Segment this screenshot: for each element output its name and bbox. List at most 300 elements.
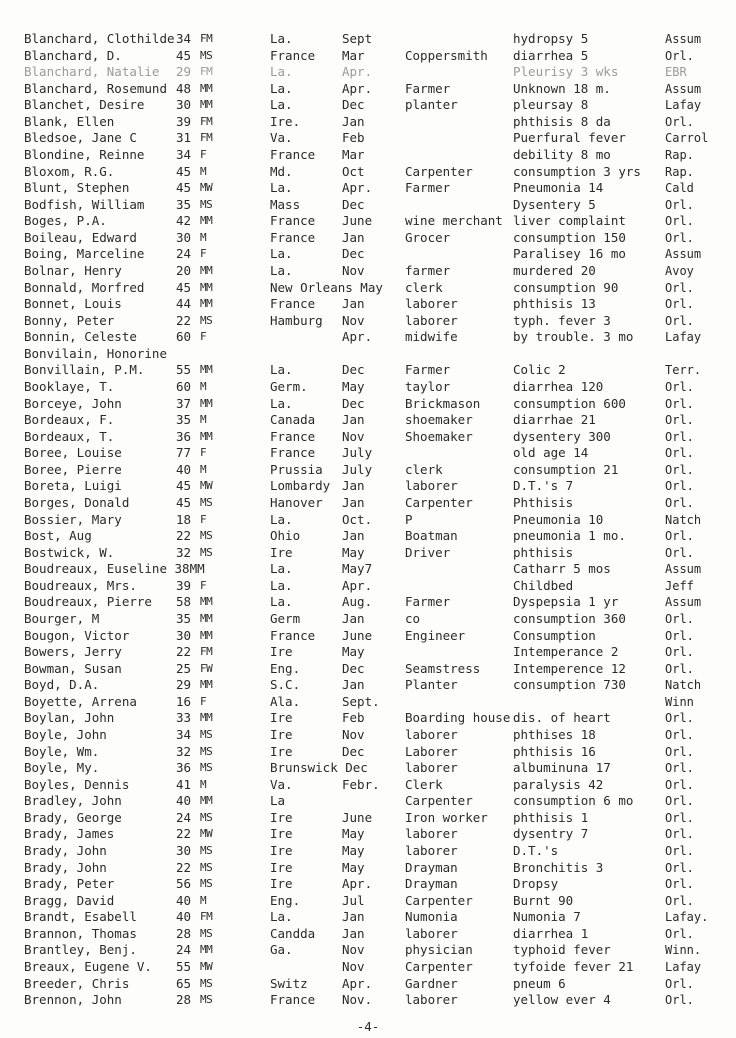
entry-age: 34 [176, 147, 192, 162]
entry-cause: phthisis 16 [513, 743, 596, 759]
record-row [0, 329, 736, 346]
entry-birthplace: La. [270, 561, 293, 577]
entry-age: 45 [176, 163, 192, 179]
entry-status: MW [200, 479, 213, 493]
entry-status: MM [200, 363, 213, 377]
entry-name: Bonnald, Morfred [24, 279, 145, 295]
entry-birthplace: La. [270, 64, 293, 80]
entry-cause: Phthisis [513, 495, 574, 510]
record-row [0, 611, 736, 628]
record-row [0, 147, 736, 164]
entry-occupation: laborer [405, 726, 458, 742]
entry-birthplace: La. [270, 31, 293, 46]
entry-parish: Avoy [665, 264, 694, 278]
entry-name: Bowman, Susan [24, 660, 122, 676]
entry-occupation: Carpenter [405, 495, 473, 510]
entry-month: Dec [342, 196, 365, 212]
entry-age: 58 [176, 594, 192, 610]
entry-age: 31 [176, 130, 192, 146]
entry-month: Jan [342, 528, 365, 544]
entry-name: Bonvilain, Honorine [24, 345, 167, 361]
entry-age: 28 [176, 992, 192, 1008]
entry-month: Apr. [342, 80, 373, 96]
entry-month: Jul [342, 892, 365, 908]
entry-birthplace: France [270, 296, 316, 312]
record-row [0, 197, 736, 214]
entry-month: June [342, 809, 373, 825]
record-row [0, 893, 736, 910]
entry-occupation: laborer [405, 312, 458, 328]
entry-parish: Orl. [665, 297, 694, 312]
record-row [0, 512, 736, 529]
entry-parish: Natch [665, 678, 702, 693]
entry-month: July [342, 445, 373, 461]
entry-status: MM [200, 396, 213, 410]
entry-parish: Orl. [665, 761, 694, 776]
entry-month: Dec [342, 246, 365, 262]
entry-birthplace: Ga. [270, 942, 293, 958]
entry-parish: Orl. [665, 479, 694, 494]
entry-status: MM [200, 711, 213, 725]
entry-cause: Pneumonia 10 [513, 511, 604, 527]
entry-cause: Dysentery 5 [513, 196, 596, 212]
entry-status: MS [200, 860, 213, 874]
entry-month: Dec [342, 97, 365, 113]
entry-occupation: P [405, 511, 413, 527]
entry-cause: tyfoide fever 21 [513, 958, 634, 974]
entry-month: Feb [342, 710, 365, 726]
entry-birthplace: La. [270, 362, 293, 378]
entry-age: 42 [176, 213, 192, 229]
entry-age: 48 [176, 80, 192, 96]
entry-cause: pleursay 8 [513, 97, 589, 113]
entry-age: 20 [176, 263, 192, 278]
entry-birthplace: La. [270, 395, 293, 411]
entry-name: Boyles, Dennis [24, 776, 130, 792]
record-row [0, 727, 736, 744]
entry-name: Bordeaux, T. [24, 428, 115, 444]
entry-status: MM [200, 264, 213, 277]
entry-month: Sept [342, 31, 373, 46]
entry-parish: Orl. [665, 794, 694, 809]
entry-month: May [342, 544, 365, 560]
record-row [0, 429, 736, 446]
entry-month: June [342, 213, 373, 229]
record-row [0, 280, 736, 297]
entry-parish: Jeff [665, 578, 694, 593]
entry-status: FM [200, 910, 213, 924]
entry-birthplace: France [270, 627, 316, 643]
entry-occupation: Seamstress [405, 660, 481, 676]
entry-birthplace: Hanover [270, 495, 323, 510]
entry-birthplace: Eng. [270, 892, 301, 908]
entry-cause: typhoid fever [513, 942, 611, 958]
entry-month: Febr. [342, 776, 380, 792]
entry-age: 40 [176, 909, 192, 925]
entry-month: Dec [342, 660, 365, 676]
entry-parish: EBR [665, 65, 687, 80]
entry-status: MS [200, 810, 213, 824]
entry-occupation: laborer [405, 760, 458, 776]
entry-cause: liver complaint [513, 213, 626, 229]
entry-parish: Orl. [665, 496, 694, 510]
entry-parish: Lafay [665, 959, 702, 974]
entry-month: Nov [342, 726, 365, 742]
entry-occupation: clerk [405, 279, 443, 295]
entry-name: Bolnar, Henry [24, 263, 122, 278]
record-row [0, 710, 736, 727]
record-row [0, 744, 736, 761]
entry-parish: Orl. [665, 396, 694, 411]
entry-cause: Dropsy [513, 876, 559, 892]
entry-name: Blank, Ellen [24, 113, 115, 129]
entry-name: Bragg, David [24, 892, 115, 908]
entry-month: Nov [342, 958, 365, 974]
entry-status: MM [200, 280, 213, 294]
entry-month: Dec [342, 743, 365, 759]
entry-name: Boileau, Edward [24, 229, 137, 245]
entry-name: Borceye, John [24, 395, 122, 411]
entry-status: FM [200, 114, 213, 128]
entry-cause: D.T.'s [513, 842, 559, 858]
entry-month: Jan [342, 113, 365, 129]
entry-parish: Carrol [665, 131, 709, 146]
entry-cause: D.T.'s 7 [513, 478, 574, 494]
entry-cause: Numonia 7 [513, 909, 581, 925]
entry-age: 22 [176, 528, 192, 544]
entry-occupation: physician [405, 942, 473, 958]
entry-status: M [200, 777, 207, 791]
entry-parish: Orl. [665, 843, 694, 858]
entry-status: MS [200, 761, 213, 775]
entry-birthplace: Candda [270, 925, 316, 941]
entry-month: Nov. [342, 992, 373, 1008]
entry-age: 32 [176, 743, 192, 759]
entry-parish: Orl. [665, 661, 694, 676]
entry-age: 24 [176, 246, 192, 262]
entry-status: MS [200, 843, 213, 857]
entry-month: May [342, 644, 365, 660]
entry-age: 45 [176, 279, 192, 295]
entry-birthplace: S.C. [270, 677, 301, 693]
entry-occupation: Laborer [405, 743, 458, 759]
entry-age: 22 [176, 644, 192, 660]
record-row [0, 396, 736, 413]
entry-month: Oct. [342, 511, 373, 527]
entry-age: 65 [176, 975, 192, 991]
entry-cause: consumption 3 yrs [513, 163, 641, 179]
entry-status: F [200, 247, 207, 261]
entry-status: MM [200, 794, 213, 808]
entry-parish: Orl. [665, 313, 694, 328]
entry-status: FM [200, 131, 213, 145]
entry-occupation: midwife [405, 329, 458, 345]
entry-month: Jan [342, 478, 365, 494]
entry-name: Breaux, Eugene V. [24, 958, 152, 974]
entry-age: 16 [176, 693, 192, 709]
entry-cause: Pneumonia 14 [513, 180, 604, 196]
entry-birthplace: Switz [270, 975, 308, 991]
entry-status: FW [200, 661, 213, 675]
entry-parish: Orl. [665, 413, 694, 428]
record-row [0, 180, 736, 197]
entry-parish: Rap. [665, 148, 694, 162]
entry-month: Jan [342, 909, 365, 925]
entry-birthplace: Ire [270, 743, 293, 759]
entry-month: Feb [342, 130, 365, 146]
entry-parish: Winn. [665, 943, 702, 958]
entry-name: Boges, P.A. [24, 213, 107, 229]
entry-status: MM [200, 943, 213, 957]
entry-parish: Orl. [665, 727, 694, 742]
entry-parish: Orl. [665, 827, 694, 842]
entry-parish: Winn [665, 694, 694, 709]
entry-month: Mar [342, 147, 365, 162]
entry-occupation: clerk [405, 461, 443, 477]
entry-name: Brady, George [24, 809, 122, 825]
entry-cause: consumption 150 [513, 229, 626, 245]
entry-month: May [342, 859, 365, 875]
entry-status: MS [200, 744, 213, 758]
entry-status: F [200, 330, 207, 344]
entry-occupation: Grocer [405, 229, 451, 245]
entry-birthplace: Ire [270, 842, 293, 858]
entry-month: Nov [342, 263, 365, 278]
entry-age: 25 [176, 660, 192, 676]
entry-name: Blanchard, Rosemund [24, 80, 167, 96]
entry-status: MS [200, 993, 213, 1007]
entry-occupation: Numonia [405, 909, 458, 925]
entry-status: F [200, 148, 207, 161]
entry-parish: Lafay [665, 98, 702, 113]
entry-month: Nov [342, 942, 365, 958]
entry-cause: Unknown 18 m. [513, 80, 611, 96]
entry-age: 36 [176, 760, 192, 776]
entry-parish: Natch [665, 512, 702, 527]
record-row [0, 412, 736, 429]
entry-month: Apr. [342, 577, 373, 593]
entry-month: Apr. [342, 64, 373, 80]
entry-birthplace: Lombardy [270, 478, 331, 494]
entry-occupation: Boatman [405, 528, 458, 544]
entry-birthplace: Germ. [270, 379, 308, 394]
entry-age: 22 [176, 859, 192, 875]
entry-cause: dysentry 7 [513, 826, 589, 842]
entry-parish: Orl. [665, 380, 694, 394]
entry-cause: hydropsy 5 [513, 31, 589, 46]
entry-month: May [342, 379, 365, 394]
entry-cause: typh. fever 3 [513, 312, 611, 328]
record-row [0, 362, 736, 379]
entry-age: 30 [176, 97, 192, 113]
entry-status: MM [200, 678, 213, 692]
entry-status: MS [200, 197, 213, 211]
record-row [0, 860, 736, 877]
entry-name: Bradley, John [24, 793, 122, 809]
entry-name: Bloxom, R.G. [24, 163, 115, 179]
entry-age: 32 [176, 544, 192, 560]
entry-name: Blanchet, Desire [24, 97, 145, 113]
record-row [0, 545, 736, 562]
entry-age: 30 [176, 842, 192, 858]
entry-name: Bossier, Mary [24, 511, 122, 527]
entry-status: FM [200, 65, 213, 79]
entry-birthplace: La. [270, 263, 293, 278]
entry-cause: phthisis [513, 544, 574, 560]
entry-parish: Orl. [665, 612, 694, 626]
entry-cause: phthisis 8 da [513, 113, 611, 129]
entry-parish: Orl. [665, 114, 694, 129]
entry-name: Brady, John [24, 859, 107, 875]
entry-cause: murdered 20 [513, 263, 596, 278]
entry-age: 45 [176, 495, 192, 510]
entry-name: Bostwick, W. [24, 544, 115, 560]
entry-occupation: Planter [405, 677, 458, 693]
entry-name: Boylan, John [24, 710, 115, 726]
entry-birthplace: Ire [270, 726, 293, 742]
entry-parish: Orl. [665, 744, 694, 759]
entry-age: 22 [176, 826, 192, 842]
entry-occupation: Farmer [405, 80, 451, 96]
entry-occupation: Carpenter [405, 958, 473, 974]
entry-cause: paralysis 42 [513, 776, 604, 792]
entry-cause: Intemperance 2 [513, 644, 619, 660]
entry-occupation: taylor [405, 379, 451, 394]
entry-month: Apr. [342, 329, 373, 345]
entry-age: 29 [176, 677, 192, 693]
entry-birthplace: La. [270, 511, 293, 527]
entry-status: MS [200, 976, 213, 990]
entry-age: 40 [176, 793, 192, 809]
entry-parish: Terr. [665, 363, 702, 378]
entry-parish: Orl. [665, 993, 694, 1008]
entry-age: 24 [176, 942, 192, 958]
entry-occupation: wine merchant [405, 213, 503, 229]
entry-birthplace: Brunswick Dec [270, 760, 368, 776]
entry-name: Bowers, Jerry [24, 644, 122, 660]
entry-month: Mar [342, 47, 365, 63]
entry-cause: consumption 90 [513, 279, 619, 295]
entry-age: 18 [176, 511, 192, 527]
entry-occupation: Engineer [405, 627, 466, 643]
entry-status: MW [200, 827, 213, 841]
entry-age: 60 [176, 329, 192, 345]
entry-occupation: Carpenter [405, 163, 473, 179]
entry-occupation: farmer [405, 263, 451, 278]
entry-birthplace: Ire [270, 644, 293, 660]
entry-birthplace: Ire [270, 544, 293, 560]
entry-occupation: laborer [405, 296, 458, 312]
record-row [0, 826, 736, 843]
entry-parish: Orl. [665, 429, 694, 444]
entry-occupation: Farmer [405, 180, 451, 196]
entry-birthplace: Ire [270, 710, 293, 726]
entry-birthplace: France [270, 147, 316, 162]
entry-age: 35 [176, 412, 192, 428]
entry-cause: phthises 18 [513, 726, 596, 742]
entry-birthplace: New Orleans May [270, 279, 383, 295]
entry-status: MS [200, 877, 213, 891]
entry-occupation: Shoemaker [405, 428, 473, 444]
entry-status: MS [200, 48, 213, 62]
entry-parish: Orl. [665, 810, 694, 825]
entry-name: Boyle, John [24, 726, 107, 742]
entry-cause: pneumonia 1 mo. [513, 528, 626, 544]
record-row [0, 246, 736, 263]
entry-name: Boudreaux, Mrs. [24, 577, 137, 593]
entry-name: Boyette, Arrena [24, 693, 137, 709]
entry-cause: Childbed [513, 577, 574, 593]
entry-cause: debility 8 mo [513, 147, 611, 162]
entry-month: May [342, 842, 365, 858]
entry-status: MS [200, 926, 213, 940]
entry-status: M [200, 164, 207, 178]
entry-cause: Pleurisy 3 wks [513, 64, 619, 80]
entry-cause: diarrhae 21 [513, 412, 596, 428]
entry-cause: diarrhea 5 [513, 47, 589, 63]
entry-status: MS [200, 496, 213, 509]
entry-parish: Orl. [665, 645, 694, 660]
entry-occupation: planter [405, 97, 458, 113]
entry-cause: yellow ever 4 [513, 992, 611, 1008]
entry-occupation: laborer [405, 925, 458, 941]
entry-status: M [200, 462, 207, 476]
entry-birthplace: Eng. [270, 660, 301, 676]
entry-birthplace: Ire [270, 876, 293, 892]
record-row [0, 445, 736, 462]
record-row [0, 909, 736, 926]
record-row [0, 130, 736, 147]
entry-cause: phthisis 13 [513, 296, 596, 312]
record-row [0, 64, 736, 81]
entry-name: Boyle, My. [24, 760, 100, 776]
entry-name: Boreta, Luigi [24, 478, 122, 494]
record-row [0, 628, 736, 645]
entry-parish: Orl. [665, 926, 694, 941]
entry-name: Brady, Peter [24, 876, 115, 892]
entry-status: M [200, 380, 207, 393]
entry-occupation: laborer [405, 826, 458, 842]
record-row [0, 677, 736, 694]
entry-cause: old age 14 [513, 445, 589, 461]
entry-name: Brady, James [24, 826, 115, 842]
entry-age: 45 [176, 478, 192, 494]
entry-age: 56 [176, 876, 192, 892]
record-row [0, 313, 736, 330]
entry-cause: Bronchitis 3 [513, 859, 604, 875]
entry-parish: Assum [665, 595, 702, 610]
entry-age: 28 [176, 925, 192, 941]
entry-name: Bonvillain, P.M. [24, 362, 145, 378]
entry-name: Blondine, Reinne [24, 147, 145, 162]
entry-month: May [342, 826, 365, 842]
entry-birthplace: Ire [270, 859, 293, 875]
entry-status: MS [200, 545, 213, 559]
entry-month: Jan [342, 677, 365, 693]
entry-month: Sept. [342, 693, 380, 709]
entry-birthplace: Ohio [270, 528, 301, 544]
entry-name: Blanchard, D. [24, 47, 122, 63]
entry-cause: consumption 6 mo [513, 793, 634, 809]
entry-name: Blunt, Stephen [24, 180, 130, 196]
entry-cause: Paralisey 16 mo [513, 246, 626, 262]
entry-month: Jan [342, 412, 365, 428]
entry-name: Boyle, Wm. [24, 743, 100, 759]
entry-birthplace: France [270, 47, 316, 63]
record-row [0, 810, 736, 827]
record-row [0, 495, 736, 512]
entry-month: Aug. [342, 594, 373, 610]
